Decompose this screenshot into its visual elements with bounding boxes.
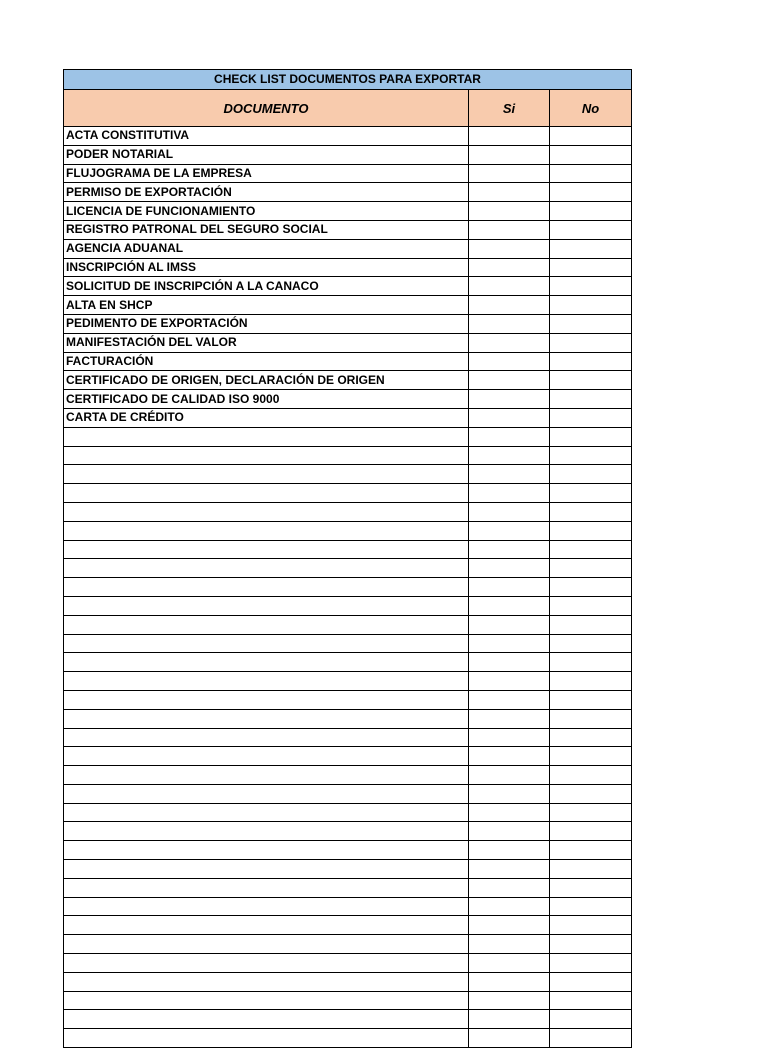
yes-checkbox-cell[interactable] bbox=[469, 277, 550, 296]
no-checkbox-cell[interactable] bbox=[550, 127, 632, 146]
table-row bbox=[64, 634, 632, 653]
table-row bbox=[64, 972, 632, 991]
document-cell bbox=[64, 878, 469, 897]
no-checkbox-cell[interactable] bbox=[550, 202, 632, 221]
yes-checkbox-cell[interactable] bbox=[469, 239, 550, 258]
checklist-rows bbox=[64, 127, 632, 1048]
document-cell bbox=[64, 1029, 469, 1048]
yes-checkbox-cell[interactable] bbox=[469, 502, 550, 521]
no-checkbox-cell[interactable] bbox=[550, 408, 632, 427]
yes-checkbox-cell[interactable] bbox=[469, 822, 550, 841]
yes-checkbox-cell[interactable] bbox=[469, 559, 550, 578]
table-row bbox=[64, 822, 632, 841]
table-row bbox=[64, 540, 632, 559]
header-row bbox=[64, 90, 632, 127]
yes-checkbox-cell[interactable] bbox=[469, 916, 550, 935]
table-row bbox=[64, 784, 632, 803]
yes-checkbox-cell[interactable] bbox=[469, 803, 550, 822]
document-cell bbox=[64, 540, 469, 559]
no-checkbox-cell[interactable] bbox=[550, 653, 632, 672]
document-cell bbox=[64, 709, 469, 728]
no-checkbox-cell[interactable] bbox=[550, 521, 632, 540]
no-checkbox-cell[interactable] bbox=[550, 314, 632, 333]
column-header-no: No bbox=[550, 90, 632, 127]
document-cell bbox=[64, 427, 469, 446]
document-cell bbox=[64, 559, 469, 578]
table-row bbox=[64, 446, 632, 465]
no-checkbox-cell[interactable] bbox=[550, 220, 632, 239]
no-checkbox-cell[interactable] bbox=[550, 578, 632, 597]
no-checkbox-cell[interactable] bbox=[550, 502, 632, 521]
no-checkbox-cell[interactable] bbox=[550, 352, 632, 371]
document-cell bbox=[64, 822, 469, 841]
document-cell bbox=[64, 653, 469, 672]
table-row bbox=[64, 145, 632, 164]
yes-checkbox-cell[interactable] bbox=[469, 596, 550, 615]
yes-checkbox-cell[interactable] bbox=[469, 127, 550, 146]
no-checkbox-cell[interactable] bbox=[550, 954, 632, 973]
yes-checkbox-cell[interactable] bbox=[469, 145, 550, 164]
no-checkbox-cell[interactable] bbox=[550, 540, 632, 559]
table-row bbox=[64, 709, 632, 728]
no-checkbox-cell[interactable] bbox=[550, 841, 632, 860]
yes-checkbox-cell[interactable] bbox=[469, 465, 550, 484]
table-row bbox=[64, 183, 632, 202]
table-row bbox=[64, 596, 632, 615]
document-cell bbox=[64, 521, 469, 540]
table-row bbox=[64, 427, 632, 446]
document-cell: REGISTRO PATRONAL DEL SEGURO SOCIAL bbox=[64, 220, 469, 239]
table-row bbox=[64, 841, 632, 860]
no-checkbox-cell[interactable] bbox=[550, 258, 632, 277]
yes-checkbox-cell[interactable] bbox=[469, 615, 550, 634]
yes-checkbox-cell[interactable] bbox=[469, 1010, 550, 1029]
document-cell bbox=[64, 502, 469, 521]
yes-checkbox-cell[interactable] bbox=[469, 314, 550, 333]
yes-checkbox-cell[interactable] bbox=[469, 841, 550, 860]
document-cell bbox=[64, 897, 469, 916]
yes-checkbox-cell[interactable] bbox=[469, 784, 550, 803]
yes-checkbox-cell[interactable] bbox=[469, 540, 550, 559]
no-checkbox-cell[interactable] bbox=[550, 766, 632, 785]
no-checkbox-cell[interactable] bbox=[550, 1029, 632, 1048]
column-header-yes: Si bbox=[469, 90, 550, 127]
no-checkbox-cell[interactable] bbox=[550, 634, 632, 653]
yes-checkbox-cell[interactable] bbox=[469, 991, 550, 1010]
no-checkbox-cell[interactable] bbox=[550, 465, 632, 484]
yes-checkbox-cell[interactable] bbox=[469, 860, 550, 879]
table-row bbox=[64, 408, 632, 427]
table-row bbox=[64, 1029, 632, 1048]
no-checkbox-cell[interactable] bbox=[550, 803, 632, 822]
document-cell bbox=[64, 615, 469, 634]
document-cell: INSCRIPCIÓN AL IMSS bbox=[64, 258, 469, 277]
yes-checkbox-cell[interactable] bbox=[469, 672, 550, 691]
no-checkbox-cell[interactable] bbox=[550, 145, 632, 164]
document-cell: PODER NOTARIAL bbox=[64, 145, 469, 164]
document-cell bbox=[64, 446, 469, 465]
document-cell: FACTURACIÓN bbox=[64, 352, 469, 371]
table-row bbox=[64, 615, 632, 634]
table-row bbox=[64, 897, 632, 916]
document-cell: CARTA DE CRÉDITO bbox=[64, 408, 469, 427]
yes-checkbox-cell[interactable] bbox=[469, 634, 550, 653]
no-checkbox-cell[interactable] bbox=[550, 333, 632, 352]
document-cell: MANIFESTACIÓN DEL VALOR bbox=[64, 333, 469, 352]
yes-checkbox-cell[interactable] bbox=[469, 333, 550, 352]
checklist-sheet bbox=[63, 69, 631, 1048]
table-row bbox=[64, 954, 632, 973]
title-row bbox=[64, 70, 632, 90]
table-row bbox=[64, 728, 632, 747]
yes-checkbox-cell[interactable] bbox=[469, 371, 550, 390]
table-row bbox=[64, 747, 632, 766]
yes-checkbox-cell[interactable] bbox=[469, 766, 550, 785]
yes-checkbox-cell[interactable] bbox=[469, 220, 550, 239]
table-row bbox=[64, 935, 632, 954]
document-cell: SOLICITUD DE INSCRIPCIÓN A LA CANACO bbox=[64, 277, 469, 296]
no-checkbox-cell[interactable] bbox=[550, 878, 632, 897]
no-checkbox-cell[interactable] bbox=[550, 916, 632, 935]
no-checkbox-cell[interactable] bbox=[550, 164, 632, 183]
document-cell bbox=[64, 991, 469, 1010]
table-row bbox=[64, 164, 632, 183]
no-checkbox-cell[interactable] bbox=[550, 484, 632, 503]
no-checkbox-cell[interactable] bbox=[550, 822, 632, 841]
document-cell bbox=[64, 766, 469, 785]
document-cell bbox=[64, 803, 469, 822]
table-row bbox=[64, 484, 632, 503]
no-checkbox-cell[interactable] bbox=[550, 239, 632, 258]
table-row bbox=[64, 127, 632, 146]
table-row bbox=[64, 878, 632, 897]
document-cell: CERTIFICADO DE CALIDAD ISO 9000 bbox=[64, 390, 469, 409]
yes-checkbox-cell[interactable] bbox=[469, 709, 550, 728]
no-checkbox-cell[interactable] bbox=[550, 860, 632, 879]
no-checkbox-cell[interactable] bbox=[550, 897, 632, 916]
yes-checkbox-cell[interactable] bbox=[469, 390, 550, 409]
yes-checkbox-cell[interactable] bbox=[469, 972, 550, 991]
table-row bbox=[64, 521, 632, 540]
no-checkbox-cell[interactable] bbox=[550, 559, 632, 578]
no-checkbox-cell[interactable] bbox=[550, 390, 632, 409]
document-cell bbox=[64, 728, 469, 747]
yes-checkbox-cell[interactable] bbox=[469, 164, 550, 183]
no-checkbox-cell[interactable] bbox=[550, 277, 632, 296]
table-row bbox=[64, 220, 632, 239]
yes-checkbox-cell[interactable] bbox=[469, 258, 550, 277]
document-cell bbox=[64, 747, 469, 766]
yes-checkbox-cell[interactable] bbox=[469, 954, 550, 973]
checklist-title: CHECK LIST DOCUMENTOS PARA EXPORTAR bbox=[64, 70, 632, 90]
table-row bbox=[64, 371, 632, 390]
yes-checkbox-cell[interactable] bbox=[469, 728, 550, 747]
table-row bbox=[64, 296, 632, 315]
document-cell bbox=[64, 1010, 469, 1029]
no-checkbox-cell[interactable] bbox=[550, 991, 632, 1010]
yes-checkbox-cell[interactable] bbox=[469, 427, 550, 446]
document-cell: FLUJOGRAMA DE LA EMPRESA bbox=[64, 164, 469, 183]
no-checkbox-cell[interactable] bbox=[550, 672, 632, 691]
document-cell: LICENCIA DE FUNCIONAMIENTO bbox=[64, 202, 469, 221]
yes-checkbox-cell[interactable] bbox=[469, 446, 550, 465]
document-cell bbox=[64, 916, 469, 935]
table-row bbox=[64, 672, 632, 691]
yes-checkbox-cell[interactable] bbox=[469, 747, 550, 766]
document-cell bbox=[64, 690, 469, 709]
no-checkbox-cell[interactable] bbox=[550, 784, 632, 803]
no-checkbox-cell[interactable] bbox=[550, 747, 632, 766]
no-checkbox-cell[interactable] bbox=[550, 935, 632, 954]
document-cell bbox=[64, 672, 469, 691]
table-row bbox=[64, 991, 632, 1010]
document-cell bbox=[64, 972, 469, 991]
no-checkbox-cell[interactable] bbox=[550, 728, 632, 747]
table-row bbox=[64, 333, 632, 352]
no-checkbox-cell[interactable] bbox=[550, 615, 632, 634]
table-row bbox=[64, 803, 632, 822]
yes-checkbox-cell[interactable] bbox=[469, 202, 550, 221]
document-cell bbox=[64, 841, 469, 860]
no-checkbox-cell[interactable] bbox=[550, 1010, 632, 1029]
table-row bbox=[64, 465, 632, 484]
document-cell: ALTA EN SHCP bbox=[64, 296, 469, 315]
no-checkbox-cell[interactable] bbox=[550, 972, 632, 991]
yes-checkbox-cell[interactable] bbox=[469, 296, 550, 315]
table-row bbox=[64, 559, 632, 578]
no-checkbox-cell[interactable] bbox=[550, 296, 632, 315]
no-checkbox-cell[interactable] bbox=[550, 709, 632, 728]
table-row bbox=[64, 1010, 632, 1029]
table-row bbox=[64, 860, 632, 879]
table-row bbox=[64, 390, 632, 409]
document-cell: PERMISO DE EXPORTACIÓN bbox=[64, 183, 469, 202]
yes-checkbox-cell[interactable] bbox=[469, 690, 550, 709]
document-cell: AGENCIA ADUANAL bbox=[64, 239, 469, 258]
no-checkbox-cell[interactable] bbox=[550, 596, 632, 615]
document-cell bbox=[64, 935, 469, 954]
table-row bbox=[64, 690, 632, 709]
no-checkbox-cell[interactable] bbox=[550, 183, 632, 202]
document-cell bbox=[64, 634, 469, 653]
document-cell bbox=[64, 860, 469, 879]
yes-checkbox-cell[interactable] bbox=[469, 352, 550, 371]
document-cell: CERTIFICADO DE ORIGEN, DECLARACIÓN DE ORIGEN bbox=[64, 371, 469, 390]
yes-checkbox-cell[interactable] bbox=[469, 653, 550, 672]
yes-checkbox-cell[interactable] bbox=[469, 183, 550, 202]
table-row bbox=[64, 277, 632, 296]
document-cell bbox=[64, 596, 469, 615]
yes-checkbox-cell[interactable] bbox=[469, 484, 550, 503]
document-cell bbox=[64, 784, 469, 803]
document-cell: ACTA CONSTITUTIVA bbox=[64, 127, 469, 146]
yes-checkbox-cell[interactable] bbox=[469, 1029, 550, 1048]
yes-checkbox-cell[interactable] bbox=[469, 935, 550, 954]
table-row bbox=[64, 653, 632, 672]
checklist-table bbox=[63, 69, 632, 1048]
table-row bbox=[64, 314, 632, 333]
document-cell bbox=[64, 465, 469, 484]
no-checkbox-cell[interactable] bbox=[550, 446, 632, 465]
document-cell bbox=[64, 954, 469, 973]
yes-checkbox-cell[interactable] bbox=[469, 897, 550, 916]
table-row bbox=[64, 239, 632, 258]
table-row bbox=[64, 258, 632, 277]
table-row bbox=[64, 202, 632, 221]
no-checkbox-cell[interactable] bbox=[550, 427, 632, 446]
table-row bbox=[64, 578, 632, 597]
yes-checkbox-cell[interactable] bbox=[469, 578, 550, 597]
document-cell: PEDIMENTO DE EXPORTACIÓN bbox=[64, 314, 469, 333]
yes-checkbox-cell[interactable] bbox=[469, 408, 550, 427]
no-checkbox-cell[interactable] bbox=[550, 690, 632, 709]
no-checkbox-cell[interactable] bbox=[550, 371, 632, 390]
document-cell bbox=[64, 578, 469, 597]
document-cell bbox=[64, 484, 469, 503]
yes-checkbox-cell[interactable] bbox=[469, 878, 550, 897]
table-row bbox=[64, 502, 632, 521]
table-row bbox=[64, 766, 632, 785]
yes-checkbox-cell[interactable] bbox=[469, 521, 550, 540]
column-header-document: DOCUMENTO bbox=[64, 90, 469, 127]
table-row bbox=[64, 352, 632, 371]
table-row bbox=[64, 916, 632, 935]
